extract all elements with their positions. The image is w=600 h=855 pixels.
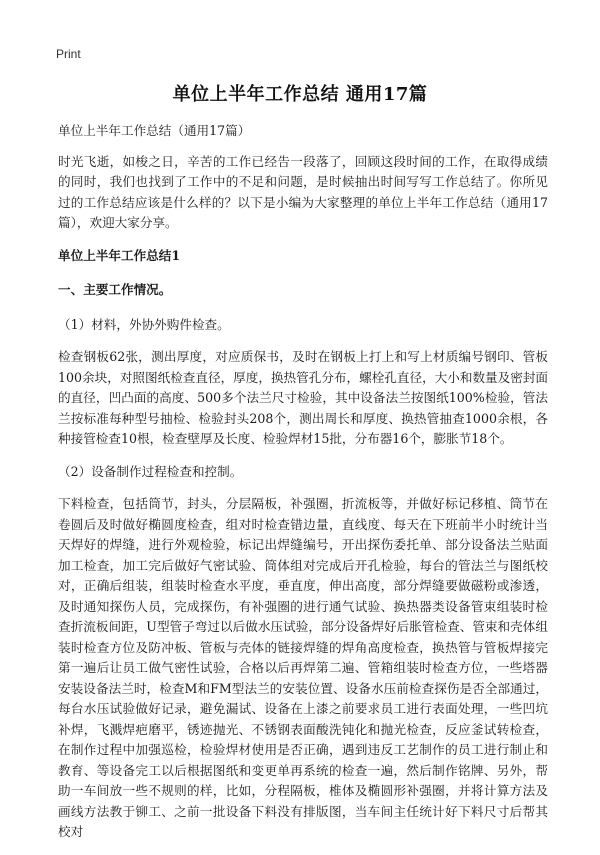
item2-title: （2）设备制作过程检查和控制。: [58, 463, 243, 479]
intro-paragraph: 时光飞逝，如梭之日，辛苦的工作已经告一段落了，回顾这段时间的工作，在取得成绩的同时，我们也找到了工作中的不足和问题，是时候抽出时间写写工作总结了。你所见过的工作总结应该是什么样的？以下是小编为大家整理的单位上半年工作总结（通用17篇），欢迎大家分享。: [58, 153, 548, 230]
item2-body: 下料检查，包括筒节，封头，分层隔板，补强圈，折流板等，并做好标记移植、筒节在卷圆后及时做好椭圆度检查，组对时检查错边量，直线度、每天在下班前半小时统计当天焊好的焊缝，进行外观检验，标记出焊缝编号，开出探伤委托单、部分设备法兰贴面加工检查，加工完后做好气密试验、筒体组对完成后开孔检验，每台的管法兰与图纸校对，正确后组装，组装时检查水平度，垂直度，伸出高度，部分焊缝要做磁粉或渗透，及时通知探伤人员，完成探伤，有补强圈的进行通气试验、换热器类设备管束组装时检查折流板间距，U型管子弯过以后做水压试验，部分设备焊好后胀管检查、管束和壳体组装时检查方位及防冲板、管板与壳体的链接焊缝的焊角高度检查，换热管与管板焊接完第一遍后让员工做气密性试验，合格以后再焊第二遍、管箱组装时检查方位，一些塔器安装设备法兰时，检查M和FM型法兰的安装位置、设备水压前检查探伤是否全部通过，每台水压试验做好记录，避免漏试、设备在上漆之前要求员工进行表面处理，一些凹坑补焊，飞溅焊疤磨平，锈迹抛光、不锈钢表面酸洗钝化和抛光检查，反应釜试转检查，在制作过程中加强巡检，检验焊材使用是否正确，遇到违反工艺制作的员工进行制止和教育、等设备完工以后根据图纸和变更单再系统的检查一遍，然后制作铭牌、另外，帮助一车间放一些不规则的样，比如，分程隔板，椎体及椭圆形补强圈，并将计算方法及画线方法教于铆工、之前一批设备下料没有排版图，当车间主任统计好下料尺寸后帮其校对: [58, 496, 548, 839]
print-label[interactable]: Print: [56, 47, 81, 61]
document-body: [58, 121, 548, 855]
document-title: 单位上半年工作总结 通用17篇: [172, 84, 428, 105]
main-work-heading: 一、主要工作情况。: [58, 282, 172, 297]
item1-body: 检查钢板62张，测出厚度，对应质保书，及时在钢板上打上和写上材质编号钢印、管板100余块，对照图纸检查直径，厚度，换热管孔分布，螺栓孔直径，大小和数量及密封面的直径，凹凸面的高度、500多个法兰尺寸检验，其中设备法兰按图纸100%检验，管法兰按标准每种型号抽检、检验封头208个，测出周长和厚度、换热管抽查1000余根，各种接管检查10根，检查壁厚及长度、检验焊材15批，分布器16个，膨胀节18个。: [58, 349, 549, 446]
item1-title: （1）材料，外协外购件检查。: [58, 316, 230, 332]
section-heading: 单位上半年工作总结1: [58, 247, 181, 263]
document-subtitle: 单位上半年工作总结（通用17篇）: [58, 123, 251, 138]
